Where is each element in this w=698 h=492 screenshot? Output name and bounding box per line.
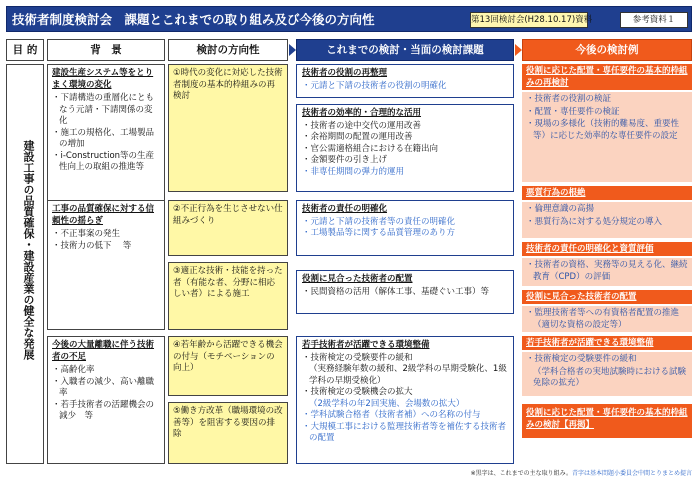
current-title: 役割に見合った技術者の配置 <box>302 274 413 284</box>
list-item: ・官公需適格組合における在籍出向 <box>302 143 439 154</box>
arrow-right-icon <box>289 44 296 56</box>
direction-item: ②不正行為を生じさせない仕組みづくり <box>168 200 288 256</box>
future-body <box>522 92 692 182</box>
current-box <box>296 104 514 192</box>
list-item: （実務経験年数の緩和、2級学科の早期受験化、1級学科の早期受検化） <box>309 364 507 386</box>
current-box <box>296 270 514 314</box>
current-box <box>296 336 514 464</box>
background-box <box>47 64 165 204</box>
direction-item: ⑤働き方改革（職場環境の改善等）を阻害する要因の排除 <box>168 402 288 464</box>
current-box <box>296 200 514 256</box>
future-body <box>522 202 692 238</box>
footnote-blue-text: 青字は基本問題小委員会中間とりまとめ提言 <box>571 470 692 477</box>
list-item: ・不正事案の発生 <box>52 229 121 239</box>
list-item: ・現場の多様化（技術的難易度、重要性等）に応じた効率的な専任要件の設定 <box>526 119 680 141</box>
current-title: 技術者の効率的・合理的な活用 <box>302 108 422 118</box>
list-item: ・下請構造の重層化にともなう元請・下請関係の変化 <box>52 93 155 126</box>
current-title: 若手技術者が活躍できる環境整備 <box>302 340 430 350</box>
list-item: ・金額要件の引き上げ <box>302 155 388 165</box>
list-item: ・配置・専任要件の検証 <box>526 106 620 117</box>
footnote <box>296 468 692 477</box>
current-box <box>296 64 514 98</box>
list-item: ・大規模工事における監理技術者等を補佐する技術者の配置 <box>302 421 507 443</box>
future-body <box>522 352 692 396</box>
list-item: ・倫理意識の高揚 <box>526 204 595 214</box>
list-item: ・悪質行為に対する処分規定の導入 <box>526 216 663 227</box>
purpose-text: 建設工事の品質確保・建設産業の健全な発展 <box>22 140 35 360</box>
meeting-label: 第13回検討会(H28.10.17)資料 <box>470 12 588 28</box>
future-title: 悪質行為の根絶 <box>522 186 692 200</box>
list-item: ・技術検定の受験要件の緩和 <box>302 352 413 363</box>
list-item: ・元請と下請の技術者の役割の明確化 <box>302 80 447 91</box>
list-item: ・i-Construction等の生産性向上の取組の推進等 <box>52 150 155 172</box>
list-item: ・技術力の低下 等 <box>52 240 132 251</box>
column-header-future: 今後の検討例 <box>522 39 692 61</box>
list-item: ・技術者の途中交代の運用改善 <box>302 120 422 131</box>
list-item: ・技術者の役割の検証 <box>526 94 612 104</box>
current-title: 技術者の役割の再整理 <box>302 68 388 78</box>
list-item: ・技術検定の受験要件の緩和 <box>526 354 637 364</box>
column-header-purpose: 目 的 <box>6 39 44 61</box>
background-title: 工事の品質確保に対する信頼性の揺らぎ <box>52 204 155 226</box>
list-item: ・高齢化率 <box>52 365 95 375</box>
list-item: ・余裕期間の配置の運用改善 <box>302 132 413 142</box>
list-item: （学科合格者の実地試験時における試験免除の拡充） <box>533 366 687 388</box>
future-title: 役割に応じた配置・専任要件の基本的枠組みの再検討 <box>522 64 692 90</box>
list-item: ・非専任期間の弾力的運用 <box>302 166 405 177</box>
column-header-background: 背 景 <box>47 39 165 61</box>
list-item: ・施工の規格化、工場製品の増加 <box>52 127 155 149</box>
list-item: ・技術者の資格、実務等の見える化、継続教育（CPD）の評価 <box>526 260 688 282</box>
page-title: 技術者制度検討会 課題とこれまでの取り組み及び今後の方向性 <box>12 12 375 27</box>
list-item: ・民間資格の活用（解体工事、基礎ぐい工事）等 <box>302 286 490 297</box>
direction-item: ③適正な技術・技能を持った者（有能な者、分野に相応しい者）による施工 <box>168 262 288 330</box>
future-title: 役割に応じた配置・専任要件の基本的枠組みの検討【再掲】 <box>522 404 692 438</box>
future-body <box>522 258 692 286</box>
future-title: 役割に見合った技術者の配置 <box>522 290 692 304</box>
current-title: 技術者の責任の明確化 <box>302 204 388 214</box>
background-box <box>47 200 165 330</box>
background-title: 建設生産システム等をとりまく環境の変化 <box>52 68 154 90</box>
column-header-direction: 検討の方向性 <box>168 39 288 61</box>
list-item: ・若手技術者の活躍機会の減少 等 <box>52 399 155 421</box>
direction-item: ④若年齢から活躍できる機会の付与（モチベーションの向上） <box>168 336 288 396</box>
footnote-text: ※黒字は、これまでの主な取り組み。 <box>470 470 572 477</box>
list-item: ・学科試験合格者（技術者補）への名称の付与 <box>302 410 481 420</box>
list-item: （2級学科の年2回実施、会場数の拡大） <box>309 398 465 409</box>
list-item: ・工場製品等に関する品質管理のあり方 <box>302 228 456 238</box>
list-item: ・技術検定の受験機会の拡大 <box>302 387 413 397</box>
background-box <box>47 336 165 464</box>
list-item: ・入職者の減少、高い離職率 <box>52 376 155 398</box>
background-title: 今後の大量離職に伴う技術者の不足 <box>52 340 155 362</box>
column-header-current: これまでの検討・当面の検討課題 <box>296 39 514 61</box>
list-item: ・監理技術者等への有資格者配置の推進（適切な資格の設定等） <box>526 308 680 330</box>
future-title: 技術者の責任の明確化と資質評価 <box>522 242 692 256</box>
arrow-right-icon <box>515 44 522 56</box>
future-body <box>522 306 692 332</box>
future-title: 若手技術者が活躍できる環境整備 <box>522 336 692 350</box>
direction-item: ①時代の変化に対応した技術者制度の基本的枠組みの再検討 <box>168 64 288 192</box>
list-item: ・元請と下請の技術者等の責任の明確化 <box>302 216 456 227</box>
reference-label: 参考資料１ <box>620 12 688 28</box>
